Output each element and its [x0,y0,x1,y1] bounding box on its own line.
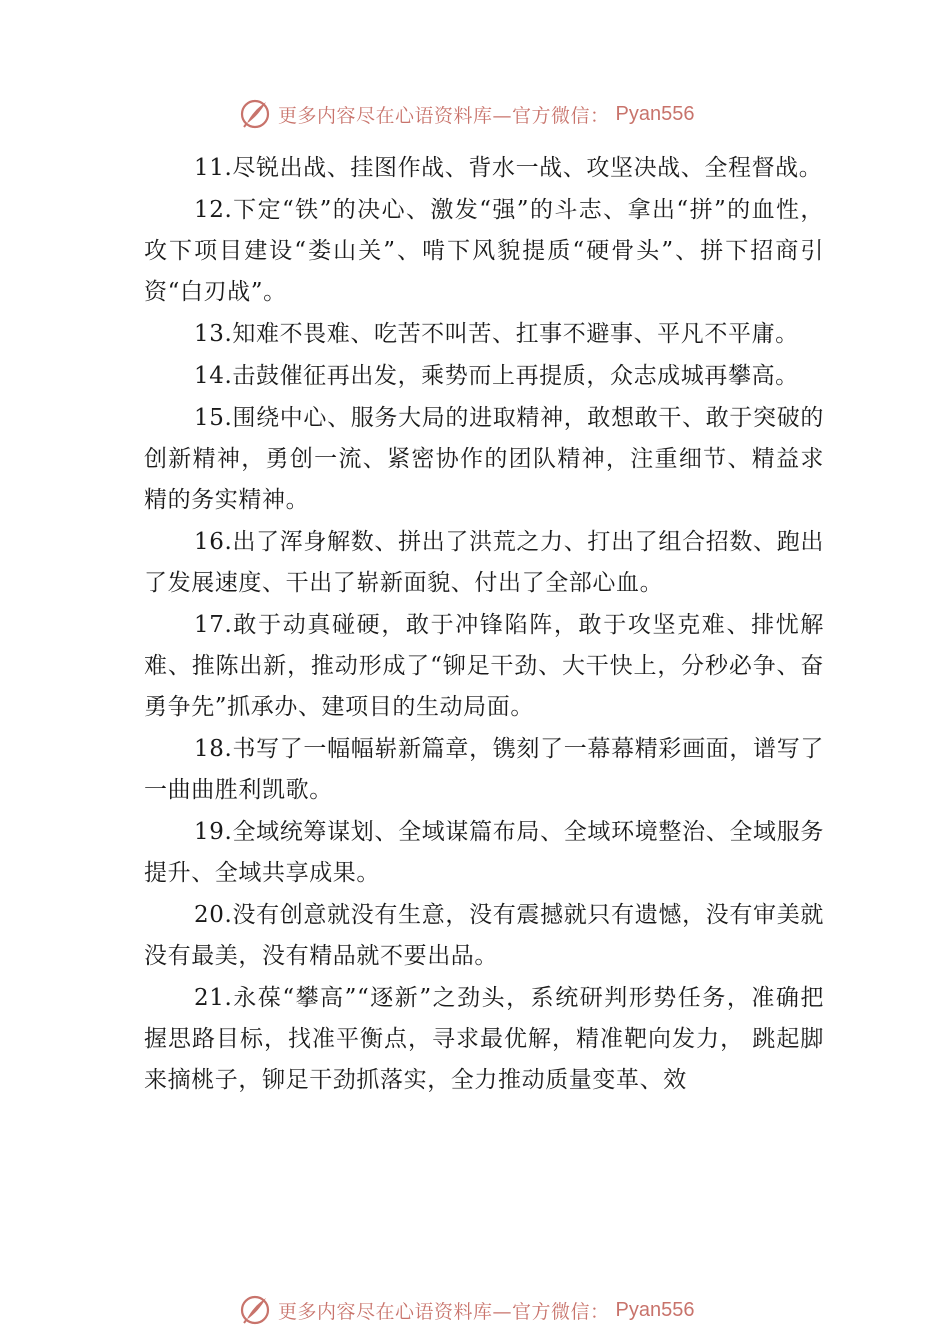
paragraph-15: 15.围绕中心、服务大局的进取精神，敢想敢干、敢于突破的创新精神，勇创一流、紧密协作的团队精神，注重细节、精益求精的务实精神。 [144,405,824,513]
banner-wechat-id: Pyan556 [615,102,695,125]
paragraph-18: 18.书写了一幅幅崭新篇章，镌刻了一幕幕精彩画面，谱写了一曲曲胜利凯歌。 [144,736,824,803]
banner-text: 更多内容尽在心语资料库—官方微信： [278,104,610,127]
paragraph-21: 21.永葆“攀高”“逐新”之劲头，系统研判形势任务，准确把握思路目标，找准平衡点，寻求最优解，精准靶向发力， 跳起脚来摘桃子，铆足干劲抓落实，全力推动质量变革、效 [144,985,824,1093]
document-body [144,148,824,1102]
paragraph-12: 12.下定“铁”的决心、激发“强”的斗志、拿出“拼”的血性，攻下项目建设“娄山关”、啃下风貌提质“硬骨头”、拼下招商引资“白刃战”。 [144,197,824,305]
paragraph-13: 13.知难不畏难、吃苦不叫苦、扛事不避事、平凡不平庸。 [194,321,799,347]
paragraph-20: 20.没有创意就没有生意，没有震撼就只有遗憾，没有审美就没有最美，没有精品就不要出品。 [144,902,824,969]
paragraph-14: 14.击鼓催征再出发，乘势而上再提质，众志成城再攀高。 [194,363,799,389]
quill-pen-logo-icon [238,1293,272,1327]
footer-watermark-banner [238,1292,694,1328]
quill-pen-logo-icon [238,97,272,131]
paragraph-16: 16.出了浑身解数、拼出了洪荒之力、打出了组合招数、跑出了发展速度、干出了崭新面貌、付出了全部心血。 [144,529,824,596]
paragraph-19: 19.全域统筹谋划、全域谋篇布局、全域环境整治、全域服务提升、全域共享成果。 [144,819,824,886]
banner-wechat-id: Pyan556 [615,1298,695,1321]
header-watermark-banner [238,96,694,132]
paragraph-11: 11.尽锐出战、挂图作战、背水一战、攻坚决战、全程督战。 [194,155,823,181]
paragraph-17: 17.敢于动真碰硬，敢于冲锋陷阵，敢于攻坚克难、排忧解难、推陈出新，推动形成了“铆足干劲、大干快上，分秒必争、奋勇争先”抓承办、建项目的生动局面。 [144,612,824,720]
banner-text: 更多内容尽在心语资料库—官方微信： [278,1300,610,1323]
